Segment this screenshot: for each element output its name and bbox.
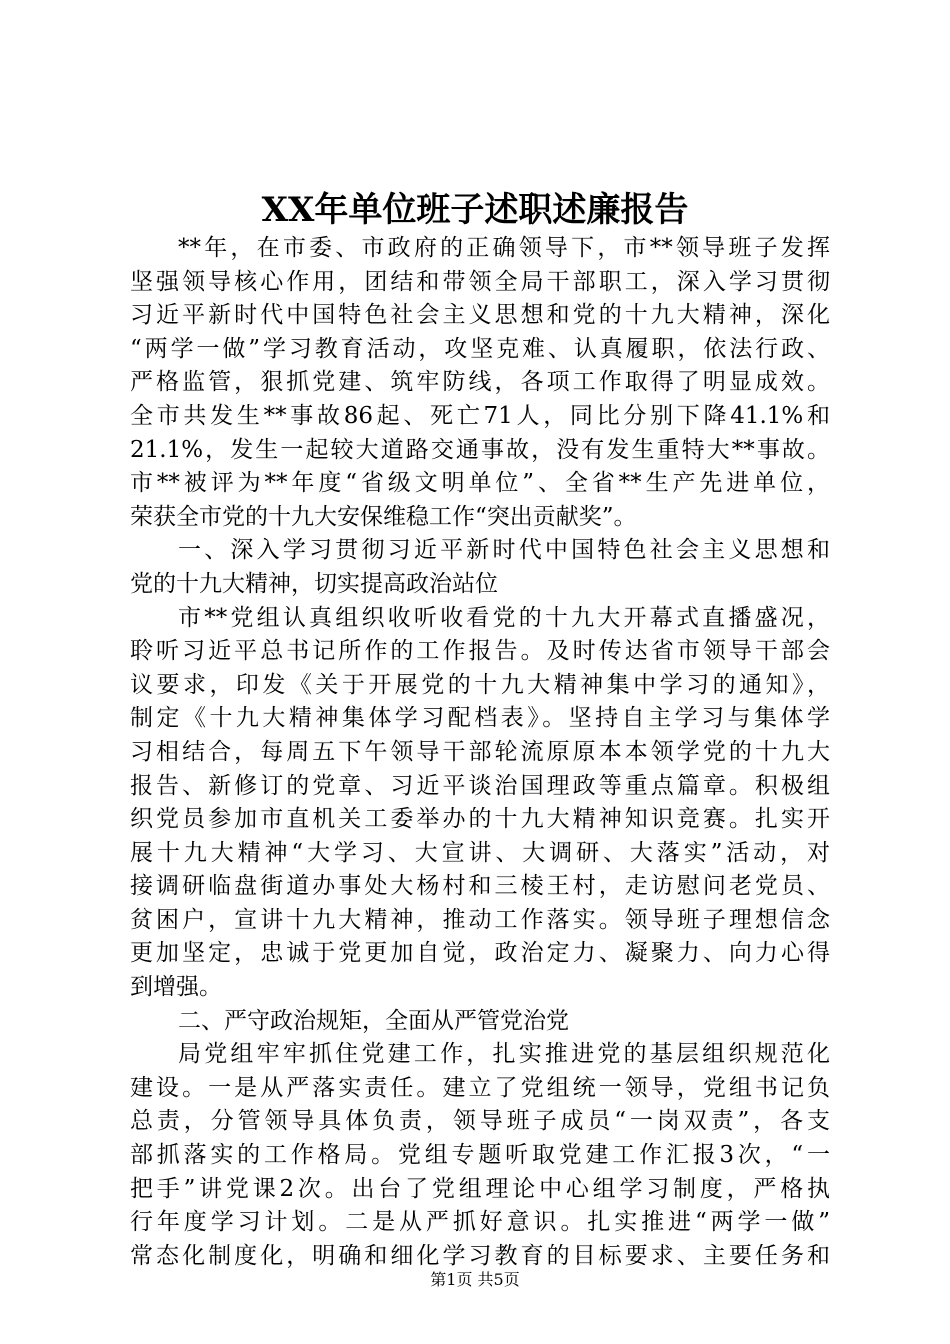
- paragraph-line: 市**党组认真组织收听收看党的十九大开幕式直播盛况，: [178, 604, 830, 631]
- section-heading-line: 党的十九大精神，切实提高政治站位: [130, 570, 498, 597]
- paragraph-line: **年，在市委、市政府的正确领导下，市**领导班子发挥: [178, 235, 830, 261]
- paragraph-line: 行年度学习计划。二是从严抓好意识。扎实推进“两学一做”: [130, 1209, 830, 1236]
- paragraph-line: 建设。一是从严落实责任。建立了党组统一领导，党组书记负: [130, 1074, 830, 1101]
- paragraph-line: 贫困户，宣讲十九大精神，推动工作落实。领导班子理想信念: [130, 906, 830, 933]
- paragraph-line: 21.1%，发生一起较大道路交通事故，没有发生重特大**事故。: [130, 436, 830, 463]
- paragraph-line: 荣获全市党的十九大安保维稳工作“突出贡献奖”。: [130, 503, 637, 530]
- paragraph-line: 习近平新时代中国特色社会主义思想和党的十九大精神，深化: [130, 302, 830, 329]
- paragraph-line: 局党组牢牢抓住党建工作，扎实推进党的基层组织规范化: [178, 1041, 830, 1068]
- paragraph-line: 把手”讲党课2次。出台了党组理论中心组学习制度，严格执: [130, 1175, 830, 1202]
- paragraph-line: 接调研临盘街道办事处大杨村和三棱王村，走访慰问老党员、: [130, 873, 830, 900]
- paragraph-line: 习相结合，每周五下午领导干部轮流原原本本领学党的十九大: [130, 738, 830, 765]
- section-heading-line: 一、深入学习贯彻习近平新时代中国特色社会主义思想和: [178, 537, 830, 564]
- paragraph-line: 严格监管，狠抓党建、筑牢防线，各项工作取得了明显成效。: [130, 369, 830, 396]
- paragraph-line: 更加坚定，忠诚于党更加自觉，政治定力、凝聚力、向力心得: [130, 940, 830, 967]
- section-heading-line: 二、严守政治规矩，全面从严管党治党: [178, 1007, 569, 1034]
- paragraph-line: 总责，分管领导具体负责，领导班子成员“一岗双责”，各支: [130, 1108, 830, 1135]
- paragraph-line: 织党员参加市直机关工委举办的十九大精神知识竞赛。扎实开: [130, 806, 830, 833]
- paragraph-line: 坚强领导核心作用，团结和带领全局干部职工，深入学习贯彻: [130, 268, 830, 295]
- document-title: XX年单位班子述职述廉报告: [261, 190, 689, 230]
- page-number-footer: 第1页 共5页: [430, 1270, 520, 1289]
- paragraph-line: 部抓落实的工作格局。党组专题听取党建工作汇报3次，“一: [130, 1142, 830, 1169]
- paragraph-line: 展十九大精神“大学习、大宣讲、大调研、大落实”活动，对: [130, 839, 830, 866]
- document-body: [130, 232, 830, 1273]
- paragraph-line: 聆听习近平总书记所作的工作报告。及时传达省市领导干部会: [130, 638, 830, 665]
- paragraph-line: 到增强。: [130, 974, 222, 1001]
- paragraph-line: 制定《十九大精神集体学习配档表》。坚持自主学习与集体学: [130, 705, 830, 732]
- paragraph-line: 报告、新修订的党章、习近平谈治国理政等重点篇章。积极组: [130, 772, 830, 799]
- paragraph-line: 全市共发生**事故86起、死亡71人，同比分别下降41.1%和: [130, 402, 830, 429]
- paragraph-line: “两学一做”学习教育活动，攻坚克难、认真履职，依法行政、: [130, 335, 830, 362]
- paragraph-line: 议要求，印发《关于开展党的十九大精神集中学习的通知》，: [130, 671, 830, 698]
- paragraph-line: 常态化制度化，明确和细化学习教育的目标要求、主要任务和: [130, 1242, 830, 1269]
- paragraph-line: 市**被评为**年度“省级文明单位”、全省**生产先进单位，: [130, 470, 830, 497]
